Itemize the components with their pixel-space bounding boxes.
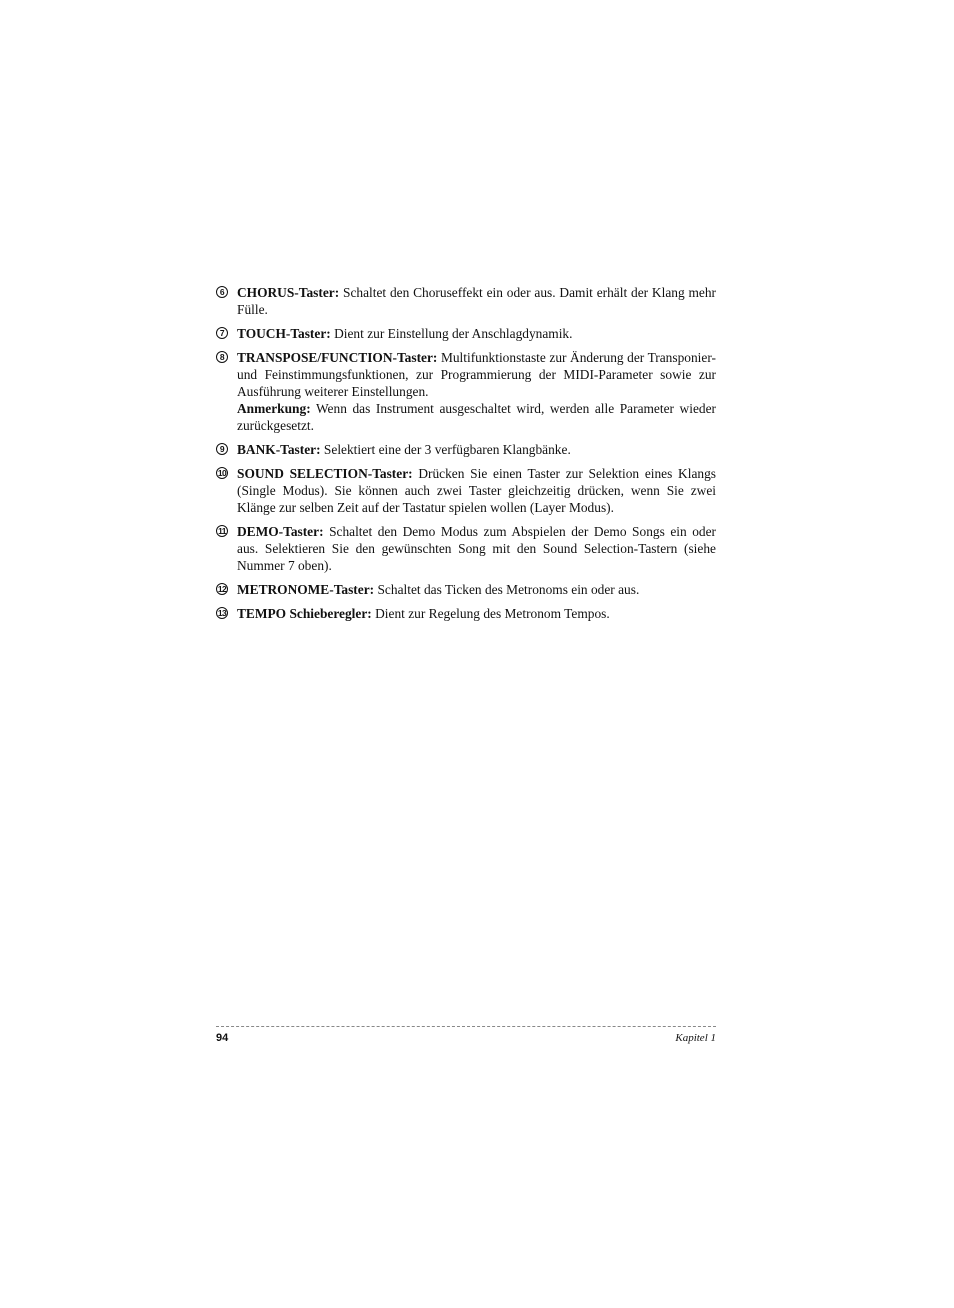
item-text: Dient zur Einstellung der Anschlagdynamik. xyxy=(334,326,573,341)
list-item-chorus xyxy=(216,284,716,318)
note-label: Anmerkung: xyxy=(237,401,311,416)
item-text: Schaltet den Choruseffekt ein oder aus. Damit erhält der Klang mehr Fülle. xyxy=(237,285,716,317)
item-label: METRONOME-Taster: xyxy=(237,582,375,597)
circled-number: 13 xyxy=(217,608,227,618)
item-label: TEMPO Schieberegler: xyxy=(237,606,372,621)
item-list xyxy=(216,284,716,629)
item-paragraph xyxy=(237,441,716,458)
item-paragraph xyxy=(237,581,716,598)
item-label: CHORUS-Taster: xyxy=(237,285,340,300)
chapter-label: Kapitel 1 xyxy=(675,1032,716,1044)
item-label: BANK-Taster: xyxy=(237,442,321,457)
item-paragraph xyxy=(237,325,716,342)
item-label: TRANSPOSE/FUNCTION-Taster: xyxy=(237,350,438,365)
item-text: Schaltet den Demo Modus zum Abspielen der Demo Songs ein oder aus. Selektieren Sie den gewünschten Song mit den Sound Selection-Tastern (siehe Nummer 7 oben). xyxy=(237,524,716,573)
circled-number: 9 xyxy=(216,443,228,455)
note-text: Wenn das Instrument ausgeschaltet wird, werden alle Parameter wieder zurückgesetzt. xyxy=(237,401,716,433)
item-label: SOUND SELECTION-Taster: xyxy=(237,466,413,481)
list-item-metronome xyxy=(216,581,716,598)
item-text: Selektiert eine der 3 verfügbaren Klangbänke. xyxy=(323,442,571,457)
circled-number: 7 xyxy=(216,327,228,339)
item-paragraph xyxy=(237,349,716,400)
list-item-tempo xyxy=(216,605,716,622)
list-item-bank xyxy=(216,441,716,458)
list-item-touch xyxy=(216,325,716,342)
item-text: Dient zur Regelung des Metronom Tempos. xyxy=(375,606,610,621)
item-paragraph xyxy=(237,605,716,622)
item-text: Drücken Sie einen Taster zur Selektion eines Klangs (Single Modus). Sie können auch zwei Taster gleichzeitig drücken, wenn Sie zwei Klänge zur selben Zeit auf der Tastatur spielen wollen (Layer Modus). xyxy=(237,466,716,515)
page-footer xyxy=(216,1026,716,1045)
circled-number: 8 xyxy=(216,351,228,363)
item-label: DEMO-Taster: xyxy=(237,524,324,539)
list-item-demo xyxy=(216,523,716,574)
circled-number: 11 xyxy=(216,525,228,537)
list-item-transpose-function xyxy=(216,349,716,434)
item-note xyxy=(237,400,716,434)
item-paragraph xyxy=(237,465,716,516)
item-paragraph xyxy=(237,284,716,318)
item-text: Multifunktionstaste zur Änderung der Transponier- und Feinstimmungsfunktionen, zur Programmierung der MIDI-Parameter sowie zur Ausführung weiterer Einstellungen. xyxy=(237,350,716,399)
item-paragraph xyxy=(237,523,716,574)
circled-number: 6 xyxy=(216,286,228,298)
list-item-sound-selection xyxy=(216,465,716,516)
page-number: 94 xyxy=(216,1032,229,1044)
item-text: Schaltet das Ticken des Metronoms ein oder aus. xyxy=(377,582,640,597)
circled-number: 10 xyxy=(217,468,227,478)
item-label: TOUCH-Taster: xyxy=(237,326,331,341)
circled-number: 12 xyxy=(217,584,227,594)
